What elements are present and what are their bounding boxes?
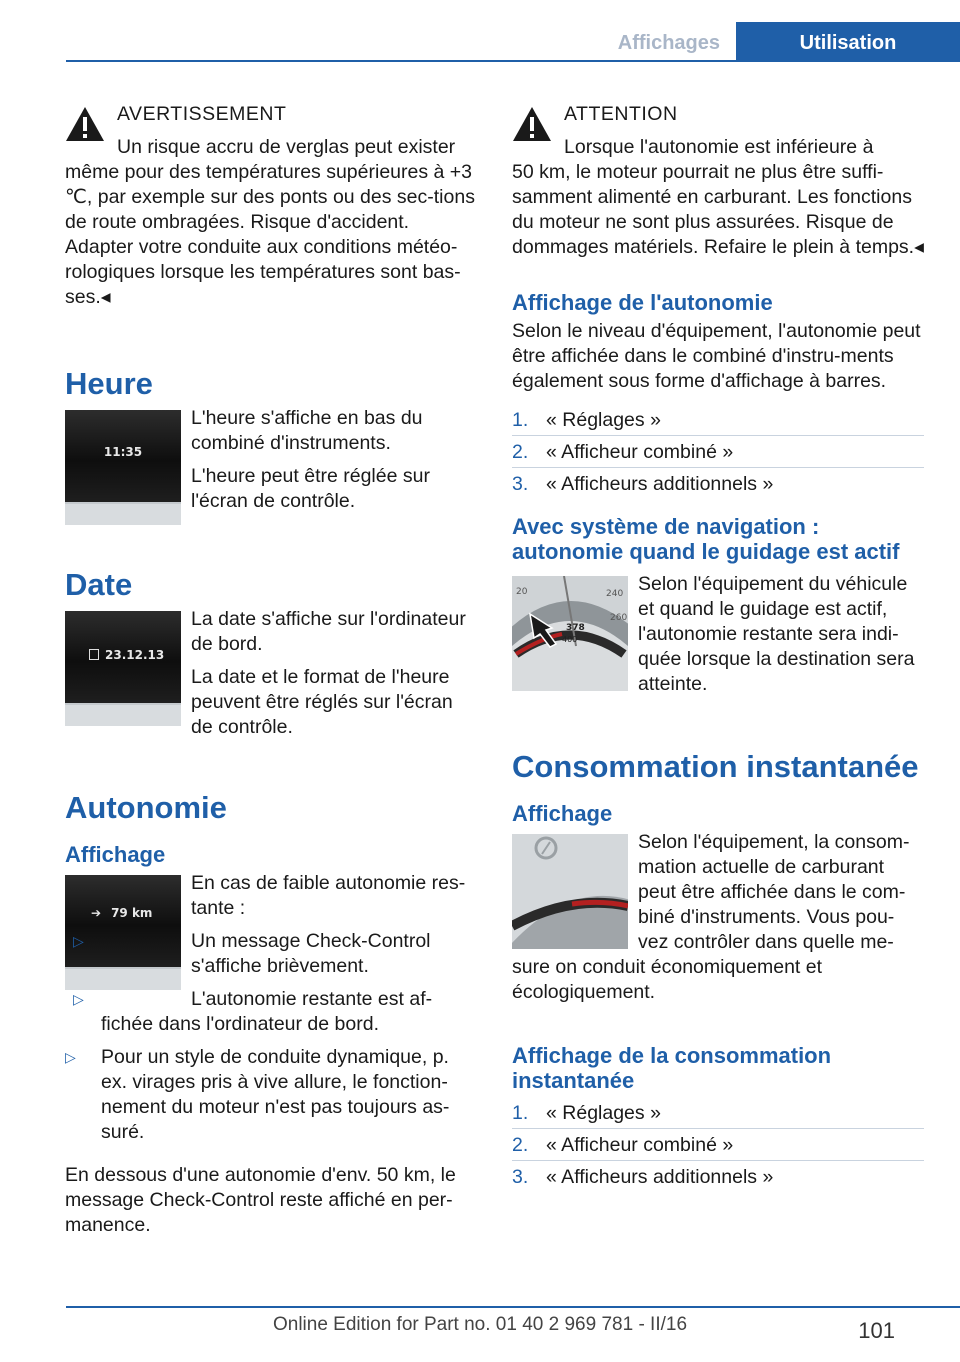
gauge-label: 20 bbox=[516, 587, 528, 597]
heading-navigation: Avec système de navigation : autonomie quand le guidage est actif bbox=[512, 514, 900, 564]
gauge-label: 378 bbox=[566, 623, 585, 633]
section-label: Affichages bbox=[617, 32, 720, 54]
range-screen: 79 km bbox=[111, 906, 153, 920]
attention-block bbox=[512, 100, 924, 260]
triangle-bullet-icon: ▷ bbox=[65, 1049, 76, 1065]
triangle-bullet-icon: ▷ bbox=[73, 933, 84, 949]
affichage-consommation-steps bbox=[512, 1097, 924, 1193]
clock-display-image bbox=[65, 410, 181, 525]
warning-title: AVERTISSEMENT bbox=[117, 103, 287, 125]
page-header bbox=[66, 22, 960, 62]
footer-rule bbox=[66, 1306, 960, 1308]
list-item: ▷ Un message Check-Control s'affiche brièvement. bbox=[73, 930, 431, 977]
heading-affichage-autonomie: Affichage de l'autonomie bbox=[512, 290, 773, 315]
list-item: 1. « Réglages » bbox=[512, 1097, 924, 1129]
right-column bbox=[512, 100, 924, 1193]
heading-consommation: Consommation instantanée bbox=[512, 749, 919, 784]
list-item: 2. « Afficheur combiné » bbox=[512, 436, 924, 468]
edition-note: Online Edition for Part no. 01 40 2 969 781 - II/16 bbox=[272, 1314, 688, 1335]
date-display-image bbox=[65, 611, 181, 726]
consumption-gauge-image bbox=[512, 834, 628, 949]
autonomie-closing: En dessous d'une autonomie d'env. 50 km, le message Check-Control reste affiché en per-manence. bbox=[65, 1164, 456, 1236]
calendar-icon bbox=[89, 649, 99, 660]
attention-text: 50 km, le moteur pourrait ne plus être suffi-samment alimenté en carburant. Les fonctions du moteur ne sont plus assurées. Risque de dommages matériels. Refaire le plein à temps.◂ bbox=[512, 161, 924, 258]
subheading-affichage: Affichage bbox=[65, 842, 166, 867]
warning-text: même pour des températures supérieures à +3 ℃, par exemple sur des ponts ou des sec-tions de route ombragées. Risque d'accident. Adapter votre conduite aux conditions météo-rologiques lorsque les températures sont bas-ses.◂ bbox=[65, 161, 475, 308]
list-item: ▷ L'autonomie restante est af-fichée dans l'ordinateur de bord. bbox=[73, 988, 433, 1035]
date-text-1: La date s'affiche sur l'ordinateur de bord. bbox=[191, 608, 466, 655]
heading-date: Date bbox=[65, 567, 133, 602]
warning-triangle-icon bbox=[512, 106, 552, 142]
triangle-bullet-icon: ▷ bbox=[73, 991, 84, 1007]
affichage-autonomie-steps bbox=[512, 404, 924, 500]
attention-title: ATTENTION bbox=[564, 103, 678, 125]
warning-triangle-icon bbox=[65, 106, 105, 142]
affichage-autonomie-text: Selon le niveau d'équipement, l'autonomie peut être affichée dans le combiné d'instru-ments également sous forme d'affichage à barres. bbox=[512, 320, 921, 392]
heure-text-2: L'heure peut être réglée sur l'écran de contrôle. bbox=[191, 465, 430, 512]
warning-first-line: Un risque accru de verglas peut exister bbox=[117, 136, 456, 158]
date-screen: 23.12.13 bbox=[105, 648, 165, 662]
header-rule bbox=[66, 60, 960, 62]
left-column bbox=[65, 100, 477, 1238]
warning-block bbox=[65, 100, 477, 310]
clock-screen: 11:35 bbox=[65, 410, 181, 502]
list-item: ▷ Pour un style de conduite dynamique, p. ex. virages pris à vive allure, le fonction-nement du moteur n'est pas toujours as-suré. bbox=[65, 1046, 450, 1143]
chapter-tab: Utilisation bbox=[736, 22, 960, 62]
date-text-2: La date et le format de l'heure peuvent être réglés sur l'écran de contrôle. bbox=[191, 666, 453, 738]
fuel-pump-arrow-icon: ➔ bbox=[91, 906, 102, 920]
navigation-text: Selon l'équipement du véhicule et quand le guidage est actif, l'autonomie restante sera indi-quée lorsque la destination sera atteinte. bbox=[638, 573, 915, 695]
navigation-range-gauge-image bbox=[512, 576, 628, 691]
attention-first-line: Lorsque l'autonomie est inférieure à bbox=[564, 136, 874, 158]
autonomie-intro: En cas de faible autonomie res-tante : bbox=[191, 872, 466, 919]
list-item: 3. « Afficheurs additionnels » bbox=[512, 473, 774, 495]
list-item: 1. « Réglages » bbox=[512, 404, 924, 436]
heading-affichage-consommation: Affichage de la consommation instantanée bbox=[512, 1043, 832, 1093]
heure-text-1: L'heure s'affiche en bas du combiné d'instruments. bbox=[191, 407, 423, 454]
gauge-label: 400 bbox=[562, 635, 578, 644]
list-item: 3. « Afficheurs additionnels » bbox=[512, 1166, 774, 1188]
heading-autonomie: Autonomie bbox=[65, 790, 227, 825]
list-item: 2. « Afficheur combiné » bbox=[512, 1129, 924, 1161]
subheading-affichage-conso: Affichage bbox=[512, 801, 613, 826]
heading-heure: Heure bbox=[65, 366, 153, 401]
consumption-gauge-graphic bbox=[512, 834, 628, 949]
page-number: 101 bbox=[858, 1318, 895, 1343]
autonomie-bullets-full bbox=[65, 1045, 477, 1145]
gauge-graphic bbox=[512, 576, 628, 691]
consommation-text: Selon l'équipement, la consom-mation actuelle de carburant peut être affichée dans le com-biné d'instruments. Vous pou-vez contrôler dans quelle me-sure on conduit économiquement et écologiquement. bbox=[512, 831, 910, 1003]
gauge-label: 240 bbox=[606, 589, 624, 599]
gauge-label: 260 bbox=[610, 613, 628, 623]
